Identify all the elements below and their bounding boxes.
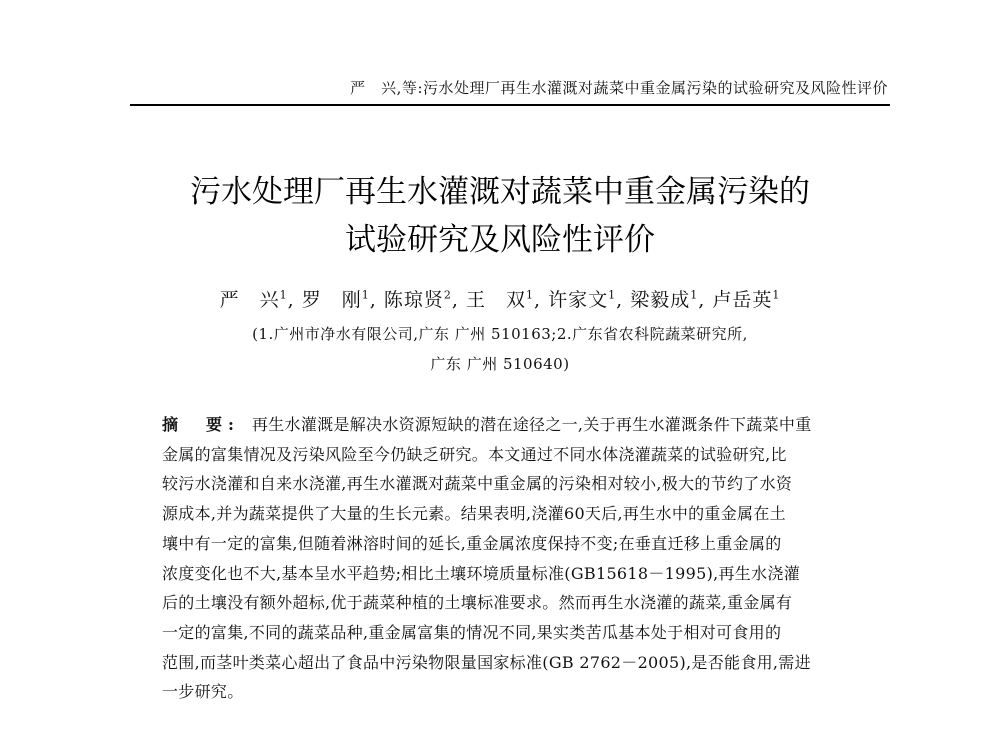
abstract-line: 后的土壤没有额外超标,优于蔬菜种植的土壤标准要求。然而再生水浇灌的蔬菜,重金属有 — [162, 593, 793, 613]
author: 梁毅成$^1$, — [630, 288, 706, 311]
abstract-line: 较污水浇灌和自来水浇灌,再生水灌溉对蔬菜中重金属的污染相对较小,极大的节约了水资 — [162, 474, 793, 494]
abstract-line: 金属的富集情况及污染风险至今仍缺乏研究。本文通过不同水体浇灌蔬菜的试验研究,比 — [162, 444, 787, 464]
paper-title-line-1: 污水处理厂再生水灌溉对蔬菜中重金属污染的 — [190, 174, 810, 210]
author: 陈琼贤$^2$, — [383, 288, 459, 311]
abstract-line: 一定的富集,不同的蔬菜品种,重金属富集的情况不同,果实类苦瓜基本处于相对可食用的 — [162, 622, 782, 642]
abstract-line: 摘 要: 再生水灌溉是解决水资源短缺的潜在途径之一,关于再生水灌溉条件下蔬菜中重 — [162, 415, 812, 434]
affiliation-line-1: (1.广州市净水有限公司,广东 广州 510163;2.广东省农科院蔬菜研究所, — [252, 325, 748, 343]
running-header: 严 兴,等:污水处理厂再生水灌溉对蔬菜中重金属污染的试验研究及风险性评价 — [350, 79, 888, 97]
author: 罗 刚$^1$, — [301, 288, 377, 311]
author-list — [100, 285, 900, 312]
author: 卢岳英$^1$ — [712, 288, 781, 311]
author: 严 兴$^1$, — [219, 288, 295, 311]
header-rule — [130, 104, 890, 106]
author: 王 双$^1$, — [465, 288, 542, 311]
abstract-line: 源成本,并为蔬菜提供了大量的生长元素。结果表明,浇灌60天后,再生水中的重金属在土 — [162, 504, 786, 524]
affiliation-line-2: 广东 广州 510640) — [430, 355, 570, 373]
paper-title-line-2: 试验研究及风险性评价 — [345, 222, 655, 258]
abstract-line: 壤中有一定的富集,但随着淋溶时间的延长,重金属浓度保持不变;在垂直迁移上重金属的 — [162, 533, 782, 553]
abstract-line: 一步研究。 — [162, 682, 244, 702]
abstract-line: 范围,而茎叶类菜心超出了食品中污染物限量国家标准(GB 2762－2005),是否能食用,需进 — [162, 652, 811, 672]
abstract-label: 摘 要: — [162, 415, 240, 434]
author: 许家文$^1$, — [548, 288, 624, 311]
abstract — [162, 410, 862, 707]
abstract-line: 浓度变化也不大,基本呈水平趋势;相比土壤环境质量标准(GB15618－1995),再生水浇灌 — [162, 563, 801, 583]
